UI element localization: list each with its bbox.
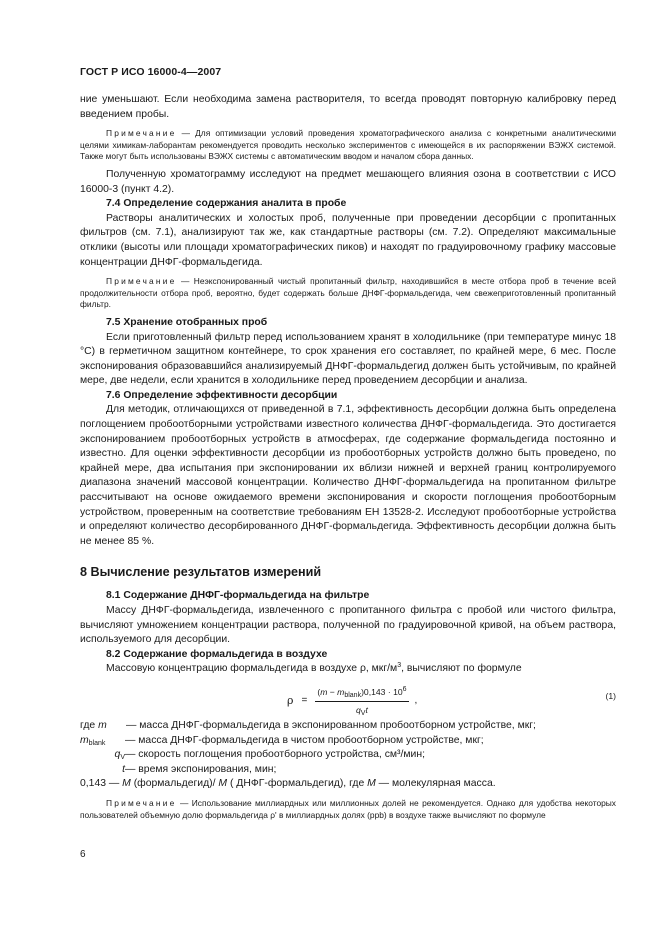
- rho-prime-symbol: ρ': [270, 809, 277, 820]
- note-text: — Неэкспонированный чистый пропитанный фильтр, находившийся в месте отбора проб в течение всей продолжительности отбора проб, вероятно, будет содержать больше ДНФГ-формальдегида, чем свежеприготовленный пропитанный фильтр.: [80, 276, 616, 310]
- variable-definitions: [80, 719, 616, 792]
- section-8-2-text: Массовую концентрацию формальдегида в воздухе ρ, мкг/$м^3$, вычисляют по формуле: [106, 662, 522, 675]
- definition-t: t — время экспонирования, мин;: [122, 763, 277, 775]
- formula-fraction: [315, 685, 408, 717]
- note-label: Примечание: [106, 797, 177, 808]
- definition-0143: 0,143 — M (формальдегид)/ M ( ДНФГ-формальдегид), где M — молекулярная масса.: [80, 778, 496, 790]
- definition-m: где m — масса ДНФГ-формальдегида в экспонированном пробоотборном устройстве, мкг;: [80, 719, 536, 731]
- formula-equals: =: [301, 694, 308, 706]
- formula-lhs: ρ: [287, 693, 294, 707]
- note-text: — Для оптимизации условий проведения хроматографического анализа с конкретными аналитическими целями химикам-лаборантам рекомендуется проводить несколько экспериментов с имеющейся в их распоряжении ВЭЖХ системой. Также могут быть использованы ВЭЖХ системы с автоматическим вводом и началом сбора данных.: [80, 128, 616, 162]
- document-body: [80, 93, 616, 826]
- definition-qv: $q_V$ — скорость поглощения пробоотборного устройства, см³/мин;: [114, 749, 425, 762]
- formula-expression: [287, 685, 417, 717]
- formula-numerator: $(m - m_{blank})0,143 \cdot 10^6$: [315, 685, 408, 702]
- page-number: 6: [80, 849, 86, 860]
- formula-comma: ,: [414, 694, 418, 706]
- section-7-5-text: Если приготовленный фильтр перед использованием хранят в холодильнике (при температуре минус 18 °С) в герметичном защитном контейнере, то срок хранения его составляет, по крайней мере, 6 мес. После экспонирования образовавшийся анализируемый ДНФГ-формальдегид должен быть устойчивым, по крайней мере, две недели, если хранится в холодильнике перед проведением десорбции и анализа.: [80, 331, 616, 387]
- section-7-6-title: 7.6 Определение эффективности десорбции: [106, 389, 338, 401]
- formula-denominator: $q_Vt$: [356, 704, 368, 717]
- rho-symbol: ρ: [359, 663, 366, 675]
- note-1: [80, 128, 616, 163]
- formula-1: [80, 681, 616, 715]
- section-8-2-title: 8.2 Содержание формальдегида в воздухе: [106, 648, 328, 660]
- definition-m-blank: $m_{blank}$ — масса ДНФГ-формальдегида в чистом пробоотборном устройстве, мкг;: [80, 734, 484, 747]
- section-7-4-text: Растворы аналитических и холостых проб, полученные при проведении десорбции с пропитанных фильтров (см. 7.1), анализируют так же, как стандартные растворы (см. 7.2). Определяют максимальные отклики (высоты или площади хроматографических пиков) и находят по градуировочному графику массовые концентрации ДНФГ-формальдегида.: [80, 212, 616, 268]
- note-label: Примечание: [106, 128, 177, 139]
- paragraph-intro: ние уменьшают. Если необходима замена растворителя, то всегда проводят повторную калибровку перед введением пробы.: [80, 94, 616, 120]
- paragraph-chromatogram: Полученную хроматограмму исследуют на предмет мешающего влияния озона в соответствии с ИСО 16000-3 (пункт 4.2).: [80, 168, 616, 195]
- note-label: Примечание: [106, 276, 177, 287]
- formula-number: (1): [605, 690, 616, 701]
- section-8-title: 8 Вычисление результатов измерений: [80, 565, 322, 580]
- section-7-4-title: 7.4 Определение содержания аналита в пробе: [106, 198, 347, 210]
- note-3: Примечание — Использование миллиардных или миллионных долей не рекомендуется. Однако для удобства некоторых пользователей объемную долю формальдегида ρ' в миллиардных долях (ppb) в воздухе также вычисляют по формуле: [80, 797, 616, 820]
- section-8-1-title: 8.1 Содержание ДНФГ-формальдегида на фильтре: [106, 590, 370, 602]
- document-header: ГОСТ Р ИСО 16000-4—2007: [80, 66, 222, 78]
- section-7-6-text: Для методик, отличающихся от приведенной в 7.1, эффективность десорбции должна быть определена поглощением пробоотборными устройствами известного количества ДНФГ-формальдегида. Это достигается экспонированием пробоотборных устройств в атмосферах, где содержание формальдегида постоянно и известно. Для оценки эффективности десорбции из пробоотборных устройств должно быть проведено, по крайней мере, два испытания при экспонировании их вблизи нижней и верхней границ контролируемого диапазона значений массовой концентрации. Количество ДНФГ-формальдегида на пропитанном фильтре рассчитывают на основе ожидаемого времени экспонирования и скорости поглощения пробоотборным устройством, проверенным на соответствие требованиям ЕН 13528-2. Исследуют пробоотборные устройства и определяют количество десорбированного ДНФГ-формальдегида. Эффективность десорбции должна быть не менее 85 %.: [80, 404, 616, 547]
- section-8-1-text: Массу ДНФГ-формальдегида, извлеченного с пропитанного фильтра с пробой или чистого фильтра, вычисляют умножением концентрации раствора, полученной по градуировочной кривой, на объем раствора, используемого для десорбции.: [80, 605, 616, 646]
- section-7-5-title: 7.5 Хранение отобранных проб: [106, 316, 268, 328]
- note-2: [80, 276, 616, 311]
